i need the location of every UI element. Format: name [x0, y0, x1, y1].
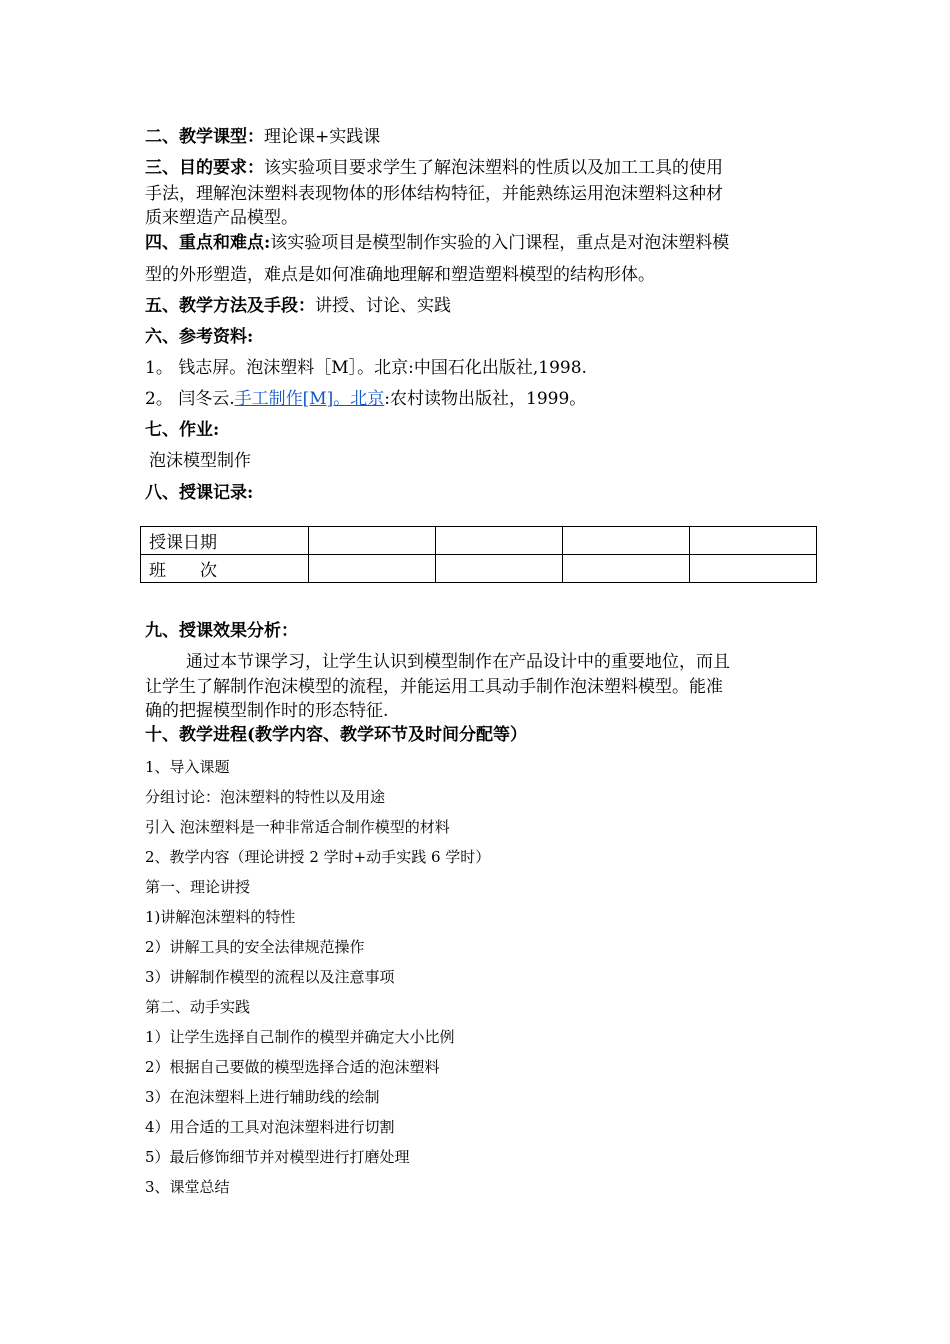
- reference-prefix: 2。 闫冬云.: [145, 389, 235, 409]
- process-item: 5）最后修饰细节并对模型进行打磨处理: [145, 1148, 410, 1166]
- process-item: 3）讲解制作模型的流程以及注意事项: [145, 968, 395, 986]
- process-item: 3、课堂总结: [145, 1178, 230, 1196]
- process-item: 1）让学生选择自己制作的模型并确定大小比例: [145, 1028, 455, 1046]
- section-effect-line2: 让学生了解制作泡沫模型的流程，并能运用工具动手制作泡沫塑料模型。能准: [145, 677, 723, 697]
- section-text: 该实验项目要求学生了解泡沫塑料的性质以及加工工具的使用: [264, 158, 723, 178]
- process-item: 2、教学内容（理论讲授 2 学时+动手实践 6 学时）: [145, 848, 491, 866]
- reference-suffix: :农村读物出版社，1999。: [384, 389, 587, 409]
- section-homework-text: 泡沫模型制作: [149, 451, 251, 471]
- table-cell-label: 班 次: [141, 555, 309, 583]
- section-text: 该实验项目是模型制作实验的入门课程，重点是对泡沫塑料模: [270, 233, 730, 253]
- process-item: 第一、理论讲授: [145, 878, 251, 896]
- section-key-points-line2: 型的外形塑造，难点是如何准确地理解和塑造塑料模型的结构形体。: [145, 265, 655, 285]
- section-label: 五、教学方法及手段：: [145, 296, 315, 316]
- table-cell-label: 授课日期: [141, 527, 309, 555]
- process-item: 2）讲解工具的安全法律规范操作: [145, 938, 365, 956]
- section-key-points: [145, 232, 729, 254]
- table-cell: [690, 527, 817, 555]
- table-row: [141, 555, 817, 583]
- table-cell: [563, 527, 690, 555]
- process-item: 3）在泡沫塑料上进行辅助线的绘制: [145, 1088, 380, 1106]
- process-item: 第二、动手实践: [145, 998, 251, 1016]
- process-item: 1)讲解泡沫塑料的特性: [145, 908, 296, 926]
- section-text: 讲授、讨论、实践: [315, 296, 451, 316]
- section-effect-line1: 通过本节课学习，让学生认识到模型制作在产品设计中的重要地位，而且: [186, 652, 730, 672]
- section-objectives-line2: 手法，理解泡沫塑料表现物体的形体结构特征，并能熟练运用泡沫塑料这种材: [145, 184, 723, 204]
- section-methods: [145, 295, 451, 317]
- process-item: 分组讨论：泡沫塑料的特性以及用途: [145, 788, 386, 806]
- section-effect-label: 九、授课效果分析：: [145, 621, 298, 641]
- section-references-label: 六、参考资料:: [145, 327, 254, 347]
- reference-link[interactable]: 手工制作[M]。北京: [234, 389, 385, 409]
- teaching-record-table: [140, 526, 817, 583]
- section-label: 二、教学课型：: [145, 127, 264, 147]
- table-cell: [309, 555, 436, 583]
- section-label: 四、重点和难点:: [145, 233, 271, 253]
- section-objectives-line3: 质来塑造产品模型。: [145, 208, 298, 228]
- section-text: 理论课+实践课: [264, 127, 381, 147]
- section-homework-label: 七、作业:: [145, 420, 220, 440]
- section-record-label: 八、授课记录:: [145, 483, 254, 503]
- table-cell: [436, 555, 563, 583]
- section-course-type: [145, 126, 380, 148]
- table-row: [141, 527, 817, 555]
- reference-item-2: [145, 388, 586, 410]
- process-item: 1、导入课题: [145, 758, 230, 776]
- table-cell: [309, 527, 436, 555]
- process-item: 2）根据自己要做的模型选择合适的泡沫塑料: [145, 1058, 440, 1076]
- table-cell: [690, 555, 817, 583]
- process-item: 4）用合适的工具对泡沫塑料进行切割: [145, 1118, 395, 1136]
- reference-item-1: 1。 钱志屏。泡沫塑料［M］。北京:中国石化出版社,1998.: [145, 358, 587, 378]
- section-effect-line3: 确的把握模型制作时的形态特征.: [145, 701, 389, 721]
- process-item: 引入 泡沫塑料是一种非常适合制作模型的材料: [145, 818, 450, 836]
- section-process-label: 十、教学进程(教学内容、教学环节及时间分配等）: [145, 725, 528, 745]
- table-cell: [436, 527, 563, 555]
- section-label: 三、目的要求：: [145, 158, 264, 178]
- table-cell: [563, 555, 690, 583]
- section-objectives: [145, 157, 723, 179]
